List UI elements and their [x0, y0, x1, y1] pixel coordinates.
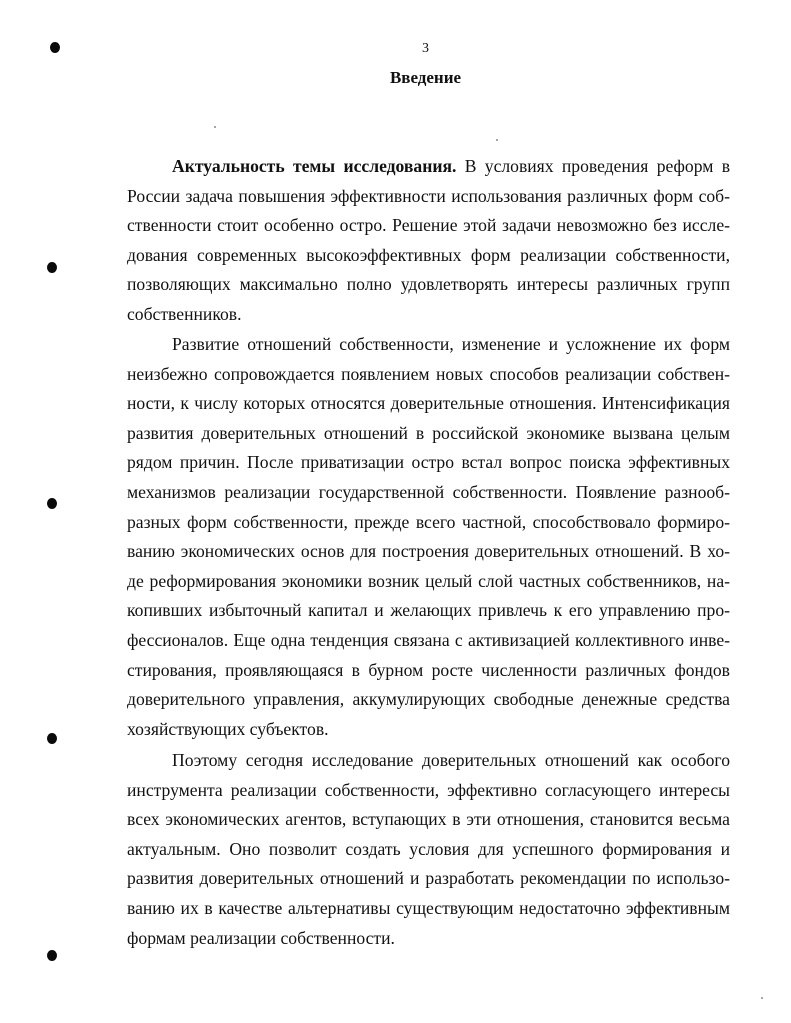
paragraph-relevance [127, 152, 730, 330]
paragraph-line: Поэтому сегодня исследование доверительных отношений как особого [172, 750, 730, 770]
punch-hole [47, 950, 57, 961]
paragraph-lead: Актуальность темы исследования. [172, 156, 457, 176]
paragraph-line: рядом причин. После приватизации остро встал вопрос поиска эффективных [127, 452, 730, 473]
paragraph-line: ванию их в качестве альтернативы существующим недостаточно эффективным [127, 897, 730, 918]
paragraph-line: дования современных высокоэффективных форм реализации собственности, [127, 244, 730, 265]
paragraph-line: инструмента реализации собственности, эффективно согласующего интересы [127, 779, 730, 800]
paragraph-line: хозяйствующих субъектов. [127, 718, 329, 739]
paragraph-line: фессионалов. Еще одна тенденция связана с активизацией коллективного инве- [127, 629, 730, 650]
paragraph-line: позволяющих максимально полно удовлетворять интересы различных групп [127, 274, 730, 295]
paragraph-line: де реформирования экономики возник целый слой частных собственников, на- [127, 570, 730, 591]
paragraph-line: формам реализации собственности. [127, 927, 395, 948]
paragraph-line: Актуальность темы исследования. В условиях проведения реформ в [172, 156, 730, 176]
paragraph-line: ванию экономических основ для построения доверительных отношений. В хо- [127, 541, 730, 562]
scan-speck [496, 139, 498, 141]
scan-speck [214, 126, 216, 128]
paragraph-line: механизмов реализации государственной собственности. Появление разнооб- [127, 481, 730, 502]
paragraph-line: собственников. [127, 303, 242, 324]
paragraph-line: развития доверительных отношений в российской экономике вызвана целым [127, 422, 730, 443]
paragraph-line: развития доверительных отношений и разработать рекомендации по использо- [127, 868, 730, 889]
paragraph-line: всех экономических агентов, вступающих в эти отношения, становится весьма [127, 809, 730, 830]
page-number: 3 [422, 41, 429, 56]
paragraph-line: ственности стоит особенно остро. Решение этой задачи невозможно без иссле- [127, 215, 730, 236]
paragraph-line: стирования, проявляющаяся в бурном росте численности различных фондов [127, 659, 730, 680]
paragraph-line: неизбежно сопровождается появлением новых способов реализации собствен- [127, 363, 730, 384]
paragraph-line: ности, к числу которых относятся доверительные отношения. Интенсификация [127, 393, 730, 414]
paragraph-line: копивших избыточный капитал и желающих привлечь к его управлению про- [127, 600, 730, 621]
paragraph-line: доверительного управления, аккумулирующих свободные денежные средства [127, 689, 730, 710]
paragraph-line: России задача повышения эффективности использования различных форм соб- [127, 185, 730, 206]
page-title: Введение [389, 68, 462, 87]
punch-hole [47, 262, 57, 273]
paragraph-line: разных форм собственности, прежде всего частной, способствовало формиро- [127, 511, 730, 532]
paragraph-development [127, 330, 730, 744]
punch-hole [47, 498, 57, 509]
paragraph-conclusion [127, 746, 730, 953]
scan-speck [761, 997, 763, 999]
punch-hole [47, 733, 57, 744]
paragraph-line: Развитие отношений собственности, изменение и усложнение их форм [172, 334, 730, 354]
paragraph-line: актуальным. Оно позволит создать условия для успешного формирования и [127, 838, 730, 859]
